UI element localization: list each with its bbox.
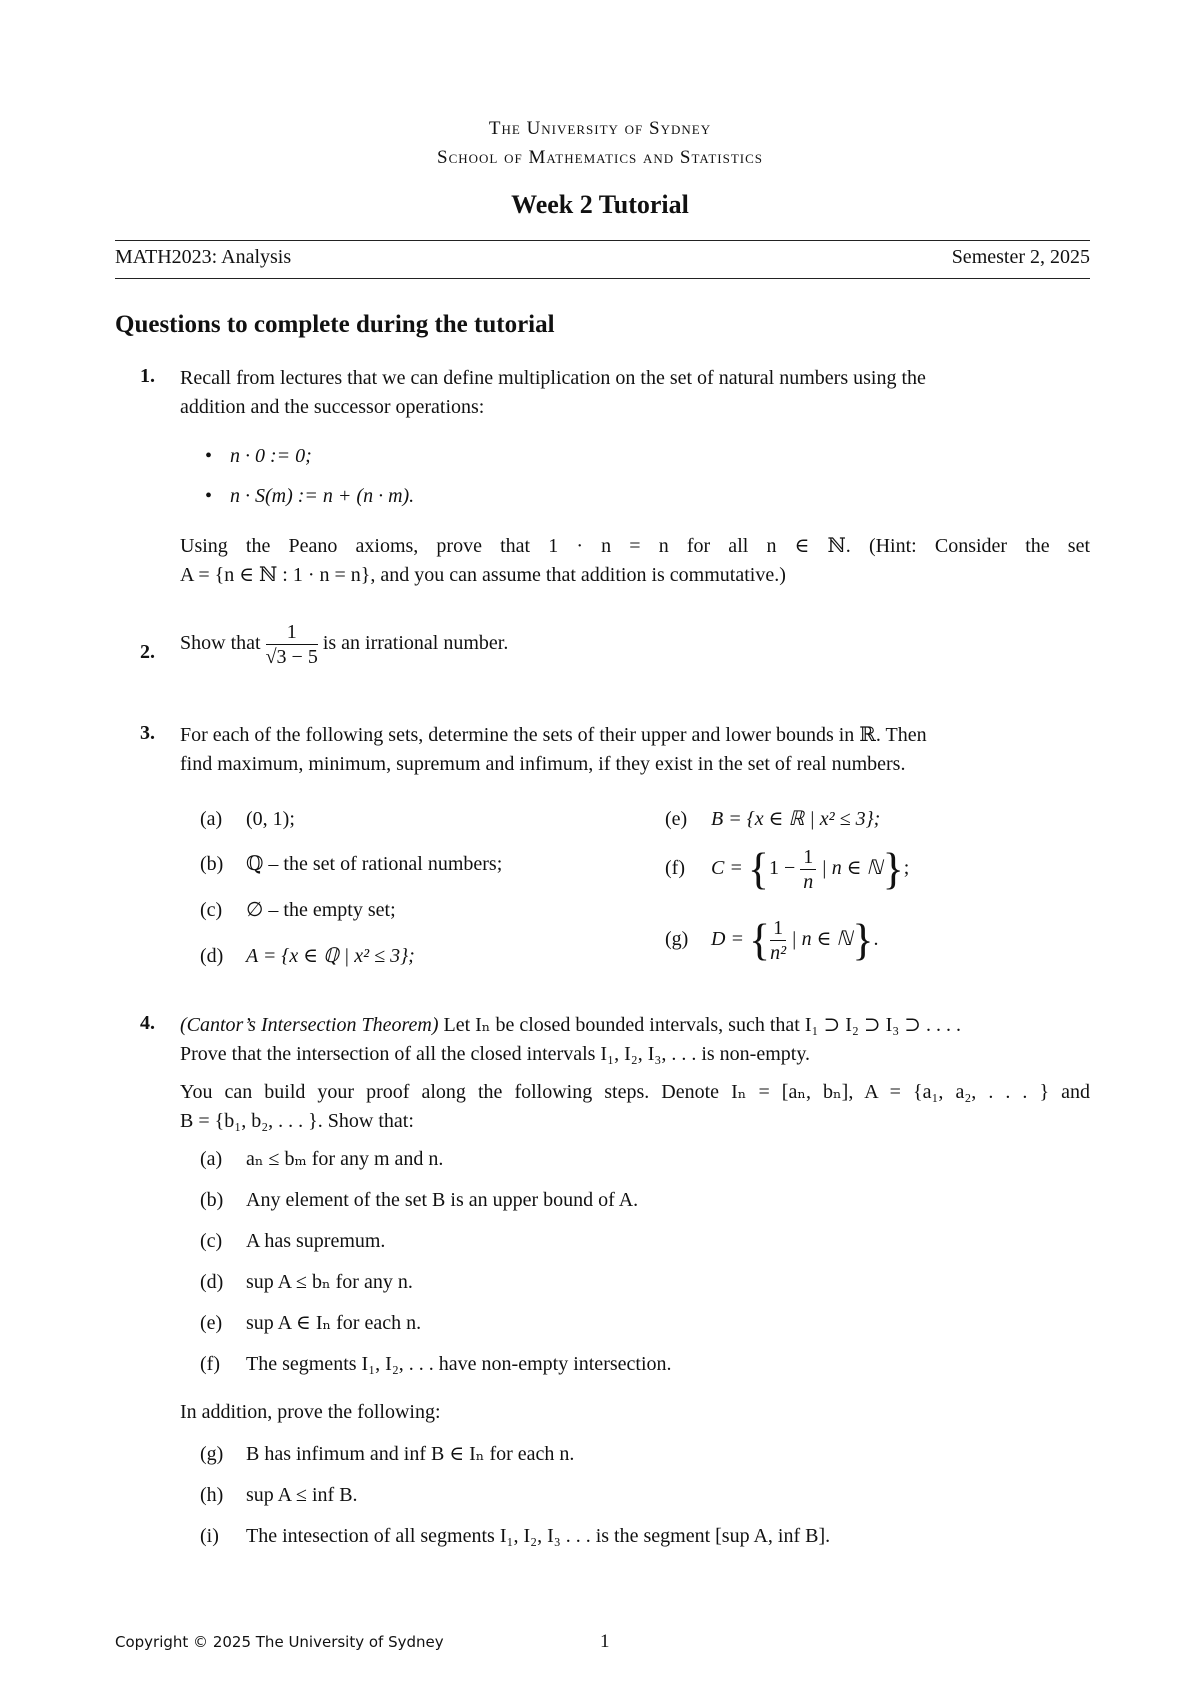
q4-line2: Prove that the intersection of all the closed intervals I₁, I₂, I₃, . . . is non-empty.: [180, 1043, 811, 1065]
q2-text: Show that $\frac{1}{√3 - 5}$ is an irrational number.: [180, 621, 509, 668]
right-brace-icon: }: [882, 844, 904, 894]
q4-item: (a) aₙ ≤ bₘ for any m and n.: [200, 1148, 444, 1170]
q4-item: (g) B has infimum and inf B ∈ Iₙ for each n.: [200, 1443, 575, 1465]
q3-number: 3.: [140, 722, 155, 744]
q3-g-fraction: $\frac{1}{\text{n²}}$: [770, 917, 787, 964]
q1-intro: [180, 364, 1090, 422]
header-rule-bottom: [115, 278, 1090, 279]
q4-addition: In addition, prove the following:: [180, 1401, 441, 1423]
q4-item: (e) sup A ∈ Iₙ for each n.: [200, 1312, 422, 1334]
q3-line2: find maximum, minimum, supremum and infimum, if they exist in the set of real numbers.: [180, 753, 906, 775]
q3-item-f: (f) C = {1 − $\frac{1}{n}$ | n ∈ ℕ};: [665, 844, 910, 894]
university-name: The University of Sydney: [488, 118, 712, 139]
q4-item: (h) sup A ≤ inf B.: [200, 1484, 358, 1506]
semester-label: Semester 2, 2025: [951, 246, 1090, 268]
page-number: 1: [600, 1631, 610, 1652]
q1-body-line2: A = {n ∈ ℕ : 1 · n = n}, and you can assume that addition is commutative.): [180, 564, 786, 586]
q4-item: (f) The segments I₁, I₂, . . . have non-empty intersection.: [200, 1353, 672, 1375]
q3-item-e: (e) B = {x ∈ ℝ | x² ≤ 3};: [665, 808, 881, 830]
q1-number: 1.: [140, 365, 155, 387]
q4-steps-line1: You can build your proof along the following steps. Denote Iₙ = [aₙ, bₙ], A = {a₁, a₂, . . . } and: [180, 1081, 1090, 1103]
q4-number: 4.: [140, 1012, 155, 1034]
theorem-name: (Cantor’s Intersection Theorem): [180, 1014, 439, 1036]
header-rule-top: [115, 240, 1090, 241]
q1-intro-line1: Recall from lectures that we can define multiplication on the set of natural numbers using the: [180, 367, 926, 389]
bullet-icon: •: [205, 445, 213, 467]
q3-intro: [180, 721, 1090, 779]
q4-line1: (Cantor’s Intersection Theorem) Let Iₙ be closed bounded intervals, such that I₁ ⊃ I₂ ⊃ I₃ ⊃ . . . .: [180, 1014, 961, 1036]
q3-item-b: (b) ℚ – the set of rational numbers;: [200, 853, 503, 875]
school-name: School of Mathematics and Statistics: [437, 147, 763, 168]
q4-item: (c) A has supremum.: [200, 1230, 386, 1252]
q3-f-fraction: $\frac{1}{n}$: [800, 845, 816, 894]
section-title: Questions to complete during the tutorial: [115, 311, 555, 338]
q4-intro: [180, 1011, 1090, 1069]
q1-body-line1: Using the Peano axioms, prove that 1 · n = n for all n ∈ ℕ. (Hint: Consider the set: [180, 535, 1090, 557]
q4-steps-line2: B = {b₁, b₂, . . . }. Show that:: [180, 1110, 414, 1132]
q2-number: 2.: [140, 641, 155, 663]
q3-item-a: (a) (0, 1);: [200, 808, 295, 830]
q1-body: [180, 532, 1090, 590]
copyright-notice: Copyright © 2025 The University of Sydney: [115, 1633, 444, 1651]
q3-item-c: (c) ∅ – the empty set;: [200, 899, 396, 921]
left-brace-icon: {: [748, 915, 771, 965]
course-row: [115, 246, 1090, 269]
page-title: Week 2 Tutorial: [511, 190, 689, 219]
q4-item: (i) The intesection of all segments I₁, I₂, I₃ . . . is the segment [sup A, inf B].: [200, 1525, 831, 1547]
q3-line1: For each of the following sets, determine the sets of their upper and lower bounds in ℝ. Then: [180, 724, 927, 746]
q2-fraction: $\frac{1}{√3 - 5}$: [265, 621, 318, 668]
q4-item: (d) sup A ≤ bₙ for any n.: [200, 1271, 413, 1293]
course-name: MATH2023: Analysis: [115, 246, 292, 268]
bullet-icon: •: [205, 485, 213, 507]
q3-item-d: (d) A = {x ∈ ℚ | x² ≤ 3};: [200, 945, 415, 967]
q3-item-g: (g) D = { $\frac{1}{\text{n²}}$ | n ∈ ℕ}.: [665, 915, 879, 965]
q4-steps-intro: [180, 1078, 1090, 1136]
q4-item: (b) Any element of the set B is an upper bound of A.: [200, 1189, 639, 1211]
q1-bullet-1: • n · 0 := 0;: [205, 442, 312, 471]
q1-intro-line2: addition and the successor operations:: [180, 396, 485, 418]
left-brace-icon: {: [747, 844, 769, 894]
q1-bullet-2: • n · S(m) := n + (n · m).: [205, 482, 414, 511]
right-brace-icon: }: [852, 915, 874, 965]
